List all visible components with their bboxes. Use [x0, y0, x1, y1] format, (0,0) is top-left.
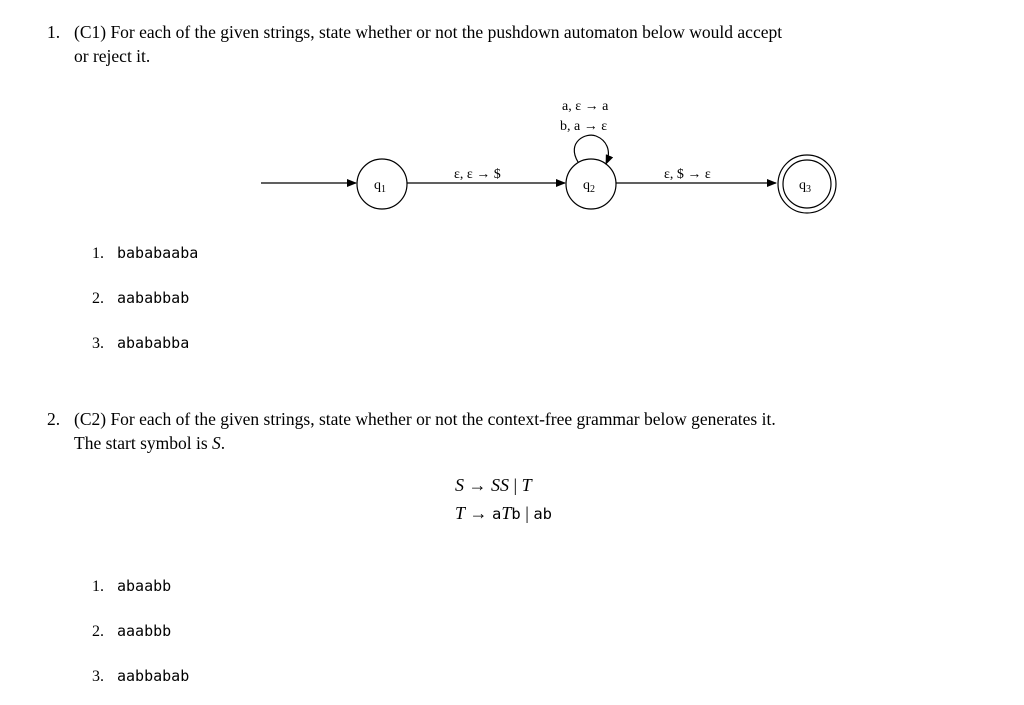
q1-item-3 [92, 334, 189, 353]
q1-item-1 [92, 244, 198, 263]
q2-item-1 [92, 577, 171, 596]
q2-item-2-number: 2. [92, 623, 104, 640]
q2-item-2-string: aaabbb [117, 622, 172, 640]
question-2-text-line1: (C2) For each of the given strings, state whether or not the context-free grammar below generates it. [74, 409, 776, 429]
q1-item-1-number: 1. [92, 245, 104, 262]
q1-item-2-string: aababbab [117, 289, 190, 307]
q1-item-1-string: bababaaba [117, 244, 199, 262]
q2-item-2 [92, 622, 171, 641]
q2-item-3 [92, 667, 189, 686]
transition-q2-loop-arrow [574, 135, 608, 164]
transition-q2-loop-label-2: b, a → ε [560, 119, 608, 134]
question-2-text-line2: The start symbol is S. [74, 433, 226, 453]
question-2-number: 2. [47, 409, 61, 429]
grammar [455, 471, 552, 528]
q1-item-3-string: abababba [117, 334, 190, 352]
grammar-rule-2: T → aTb | ab [455, 503, 552, 523]
q2-item-1-string: abaabb [117, 577, 172, 595]
q1-item-2 [92, 289, 189, 308]
grammar-rule-1: S → SS | T [455, 475, 532, 495]
q1-item-3-number: 3. [92, 335, 104, 352]
state-q1-label: $q_1$ [374, 178, 386, 195]
start-symbol: S [212, 433, 221, 453]
state-q2-label: $q_2$ [583, 178, 595, 195]
question-2 [47, 407, 967, 455]
question-1-number: 1. [47, 22, 61, 42]
q2-item-3-string: aabbabab [117, 667, 190, 685]
transition-q2-q3-label: ε, $ → ε [664, 167, 711, 182]
q2-item-1-number: 1. [92, 578, 104, 595]
q1-item-2-number: 2. [92, 290, 104, 307]
transition-q2-loop-label-1: a, ε → a [562, 99, 609, 114]
state-q3-label: $q_3$ [799, 178, 811, 195]
transition-q1-q2-label: ε, ε → $ [454, 167, 501, 182]
question-2-text [74, 407, 967, 455]
q2-item-3-number: 3. [92, 668, 104, 685]
question-1-text-line1: (C1) For each of the given strings, state whether or not the pushdown automaton below would accept [74, 22, 783, 42]
question-1-text-line2: or reject it. [74, 46, 151, 66]
